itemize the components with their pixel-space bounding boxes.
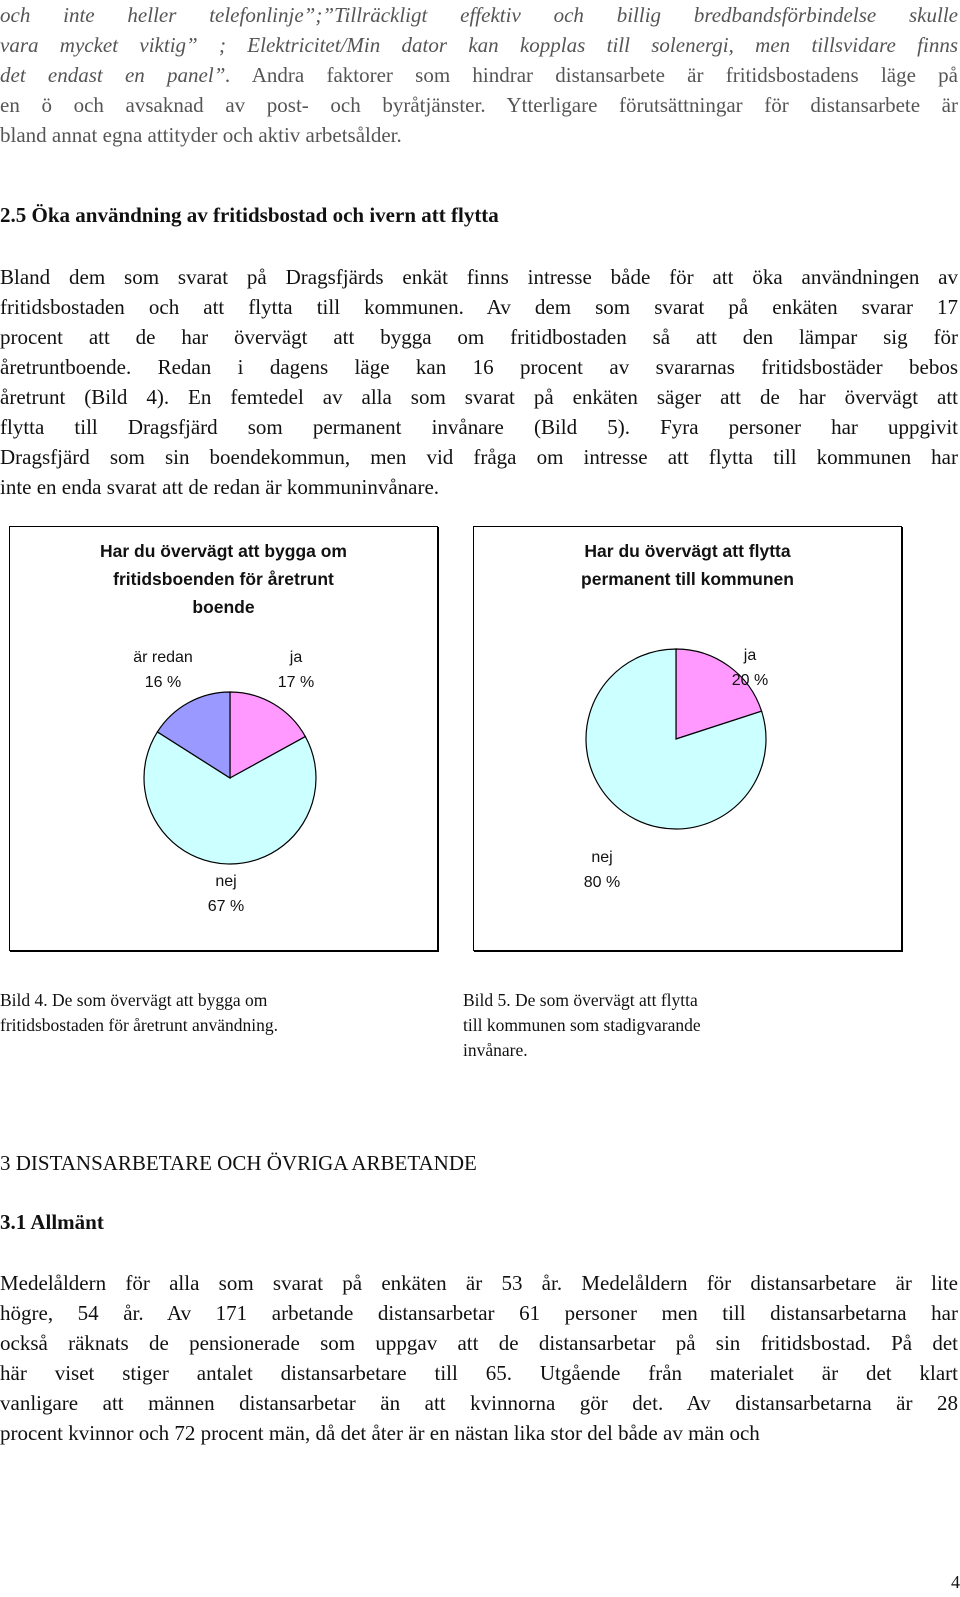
chart-1-label-nej-name: nej [215, 873, 237, 890]
intro-line-4-a: en ö och avsaknad av post- och byråtjänster. [0, 93, 486, 117]
caption-bild-4-line-2: fritidsbostaden för åretrunt användning. [0, 1015, 278, 1035]
caption-bild-5-line-1: Bild 5. De som övervägt att flytta [463, 990, 698, 1010]
intro-line-1: och inte heller telefonlinje”;”Tillräckligt effektiv och billig bredbandsförbindelse skulle [0, 3, 958, 27]
chart-2-label-ja [720, 643, 780, 693]
chart-1-label-nej [196, 869, 256, 919]
chart-1-label-ar-redan-name: är redan [133, 649, 193, 666]
caption-bild-4-line-1: Bild 4. De som övervägt att bygga om [0, 990, 268, 1010]
section-3-1-line-6: procent kvinnor och 72 procent män, då det åter är en nästan lika stor del både av män och [0, 1421, 760, 1445]
section-2-5-paragraph [0, 262, 958, 502]
section-2-5-line-3: procent att de har övervägt att bygga om fritidbostaden så att den lämpar sig för [0, 325, 958, 349]
section-2-5-line-4: åretruntboende. Redan i dagens läge kan 16 procent av svararnas fritidsbostäder bebos [0, 355, 958, 379]
chart-1-label-ar-redan [108, 645, 218, 695]
chart-1-label-ar-redan-value: 16 % [144, 674, 182, 691]
section-2-5-line-2: fritidsbostaden och att flytta till kommunen. Av dem som svarat på enkäten svarar 17 [0, 295, 958, 319]
chart-1-label-ja-value: 17 % [277, 674, 315, 691]
page-number: 4 [951, 1572, 960, 1592]
section-3-1-line-2: högre, 54 år. Av 171 arbetande distansarbetar 61 personer men till distansarbetarna har [0, 1301, 958, 1325]
section-3-1-line-4: här viset stiger antalet distansarbetare till 65. Utgående från materialet är det klart [0, 1361, 958, 1385]
intro-line-3-normal: Andra faktorer som hindrar distansarbete är fritidsbostadens läge på [230, 63, 958, 87]
section-3-1-heading: 3.1 Allmänt [0, 1210, 104, 1234]
section-2-5-line-7: Dragsfjärd som sin boendekommun, men vid fråga om intresse att flytta till kommunen har [0, 445, 958, 469]
caption-bild-5 [463, 988, 701, 1063]
chapter-3-heading: 3 DISTANSARBETARE OCH ÖVRIGA ARBETANDE [0, 1151, 477, 1175]
section-2-5-line-8: inte en enda svarat att de redan är kommuninvånare. [0, 475, 440, 499]
chart-2-label-nej-name: nej [591, 849, 613, 866]
chart-2-pie [474, 527, 901, 950]
caption-bild-4 [0, 988, 278, 1038]
section-3-1-paragraph [0, 1268, 958, 1448]
chart-1-label-nej-value: 67 % [207, 898, 245, 915]
intro-paragraph [0, 0, 958, 150]
section-3-1-line-3: också räknats de pensionerade som uppgav att de distansarbetar på sin fritidsbostad. På det [0, 1331, 958, 1355]
caption-bild-5-line-3: invånare. [463, 1040, 528, 1060]
intro-line-2: vara mycket viktig” ; Elektricitet/Min dator kan kopplas till solenergi, men tillsvidare finns [0, 33, 958, 57]
chart-2-label-nej-value: 80 % [583, 874, 621, 891]
chart-2-label-ja-name: ja [743, 647, 757, 664]
intro-line-3 [0, 60, 958, 90]
chart-1-label-ja-name: ja [289, 649, 303, 666]
chart-2-label-ja-value: 20 % [731, 672, 769, 689]
chart-1-title-line-1: Har du övervägt att bygga om [100, 541, 347, 561]
chart-1-title-line-2: fritidsboenden för åretrunt [113, 569, 334, 589]
caption-bild-5-line-2: till kommunen som stadigvarande [463, 1015, 701, 1035]
intro-line-3-italic: det endast en panel”. [0, 63, 231, 87]
section-2-5-line-5: åretrunt (Bild 4). En femtedel av alla som svarat på enkäten säger att de har övervägt att [0, 385, 958, 409]
section-3-1-line-5: vanligare att männen distansarbetar än att kvinnorna gör det. Av distansarbetarna är 28 [0, 1391, 958, 1415]
chart-1-title-line-3: boende [192, 597, 255, 617]
intro-line-4-b: Ytterligare förutsättningar för distansarbete är [485, 93, 958, 117]
section-3-1-line-1: Medelåldern för alla som svarat på enkäten är 53 år. Medelåldern för distansarbetare är lite [0, 1271, 958, 1295]
section-2-5-line-6: flytta till Dragsfjärd som permanent invånare (Bild 5). Fyra personer har uppgivit [0, 415, 958, 439]
section-2-5-line-1: Bland dem som svarat på Dragsfjärds enkät finns intresse både för att öka användningen av [0, 265, 958, 289]
pie-chart-bild-4 [9, 526, 438, 951]
chart-2-title-line-1: Har du övervägt att flytta [584, 541, 791, 561]
chart-1-label-ja [266, 645, 326, 695]
section-2-5-heading: 2.5 Öka användning av fritidsbostad och ivern att flytta [0, 203, 499, 227]
intro-line-4 [0, 90, 958, 120]
pie-chart-bild-5 [473, 526, 902, 951]
chart-2-label-nej [572, 845, 632, 895]
intro-line-5: bland annat egna attityder och aktiv arbetsålder. [0, 123, 402, 147]
chart-2-title-line-2: permanent till kommunen [581, 569, 794, 589]
